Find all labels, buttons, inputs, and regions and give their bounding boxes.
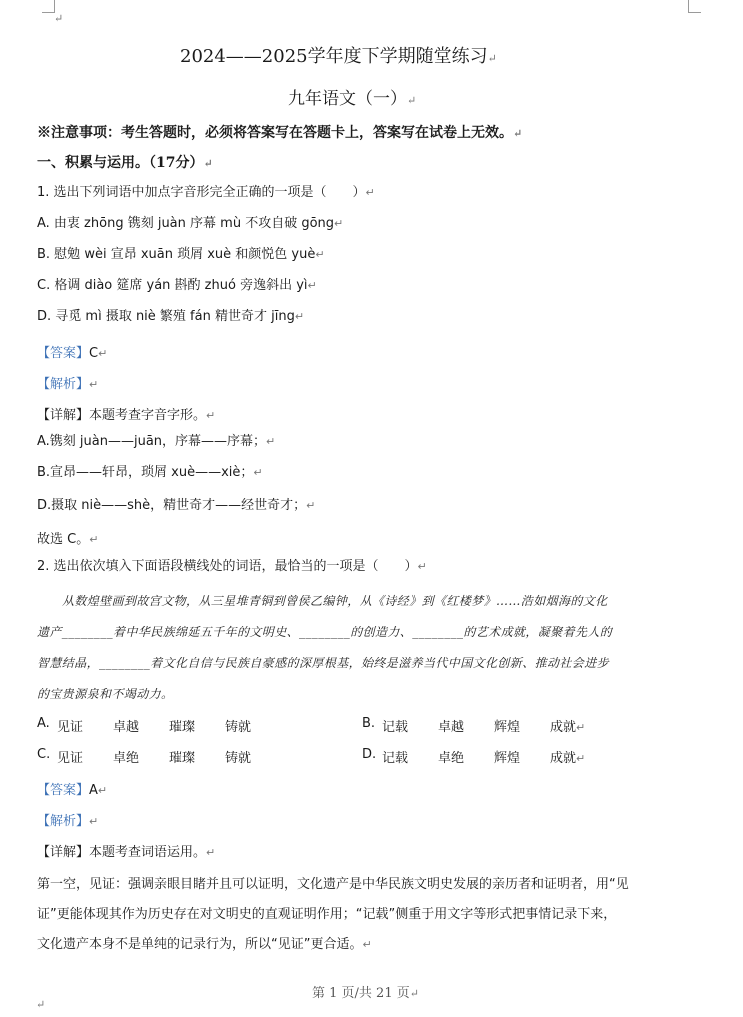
question-2-passage-line-4: 的宝贵源泉和不竭动力。 bbox=[37, 687, 174, 701]
question-1-detail: 【详解】本题考查字音字形。↵ bbox=[37, 408, 216, 423]
paragraph-mark-icon: ↵ bbox=[54, 12, 64, 25]
notice-text: ※注意事项：考生答题时，必须将答案写在答题卡上，答案写在试卷上无效。↵ bbox=[37, 125, 523, 141]
question-2-option-c: C. 见证 卓绝 璀璨 铸就 bbox=[37, 747, 252, 766]
question-2-answer: 【答案】A↵ bbox=[37, 783, 108, 798]
question-1-option-d: D. 寻觅 mì 摄取 niè 繁殖 fán 精世奇才 jīng↵ bbox=[37, 309, 305, 324]
page-subtitle: 九年语文（一）↵ bbox=[288, 89, 417, 109]
question-2-detail: 【详解】本题考查词语运用。↵ bbox=[37, 845, 216, 860]
question-1-explanation-a: A.镌刻 juàn——juān，序幕——序幕；↵ bbox=[37, 434, 276, 449]
question-2-passage-line-3: 智慧结晶，________着文化自信与民族自豪感的深厚根基，始终是滋养当代中国文化创新、推动社会进步 bbox=[37, 656, 610, 670]
question-2-passage-line-1: 从数煌壁画到故宫文物，从三星堆青铜到曾侯乙编钟，从《诗经》到《红楼梦》……浩如烟海的文化 bbox=[62, 594, 608, 608]
question-2-explanation-line-3: 文化遗产本身不是单纯的记录行为，所以“见证”更合适。↵ bbox=[37, 937, 372, 952]
question-1-option-b: B. 慰勉 wèi 宣昂 xuān 琐屑 xuè 和颜悦色 yuè↵ bbox=[37, 247, 325, 262]
question-2-explanation-line-1: 第一空，见证：强调亲眼目睹并且可以证明，文化遗产是中华民族文明史发展的亲历者和证明者，用“见 bbox=[37, 877, 629, 892]
page-footer: 第 1 页/共 21 页↵ bbox=[312, 986, 419, 1001]
question-1-analysis-label: 【解析】↵ bbox=[37, 377, 99, 392]
question-1-conclusion: 故选 C。↵ bbox=[37, 532, 99, 547]
paragraph-mark-icon: ↵ bbox=[36, 998, 46, 1011]
question-2-passage-line-2: 遗产________着中华民族绵延五千年的文明史、________的创造力、________的艺术成就，凝聚着先人的 bbox=[37, 625, 613, 639]
crop-mark-top-right bbox=[688, 0, 701, 13]
question-2-explanation-line-2: 证”更能体现其作为历史存在对文明史的直观证明作用；“记载”侧重于用文字等形式把事情记录下来， bbox=[37, 907, 617, 922]
question-2-option-d: D. 记载 卓绝 辉煌 成就↵ bbox=[362, 747, 586, 766]
question-1-stem: 1. 选出下列词语中加点字音形完全正确的一项是（ ）↵ bbox=[37, 185, 375, 200]
question-1-option-a: A. 由衷 zhōng 镌刻 juàn 序幕 mù 不攻自破 gōng↵ bbox=[37, 216, 344, 231]
question-2-option-b: B. 记载 卓越 辉煌 成就↵ bbox=[362, 716, 586, 735]
question-2-analysis-label: 【解析】↵ bbox=[37, 814, 99, 829]
question-1-answer: 【答案】C↵ bbox=[37, 346, 108, 361]
question-1-explanation-d: D.摄取 niè——shè，精世奇才——经世奇才；↵ bbox=[37, 498, 316, 513]
question-2-stem: 2. 选出依次填入下面语段横线处的词语，最恰当的一项是（ ）↵ bbox=[37, 559, 427, 574]
page-title: 2024——2025学年度下学期随堂练习↵ bbox=[180, 46, 497, 67]
question-1-option-c: C. 格调 diào 筵席 yán 斟酌 zhuó 旁逸斜出 yì↵ bbox=[37, 278, 317, 293]
question-2-option-a: A. 见证 卓越 璀璨 铸就 bbox=[37, 716, 252, 735]
question-1-explanation-b: B.宣昂——轩昂，琐屑 xuè——xiè；↵ bbox=[37, 465, 263, 480]
section-heading: 一、积累与运用。（17分）↵ bbox=[37, 155, 213, 171]
